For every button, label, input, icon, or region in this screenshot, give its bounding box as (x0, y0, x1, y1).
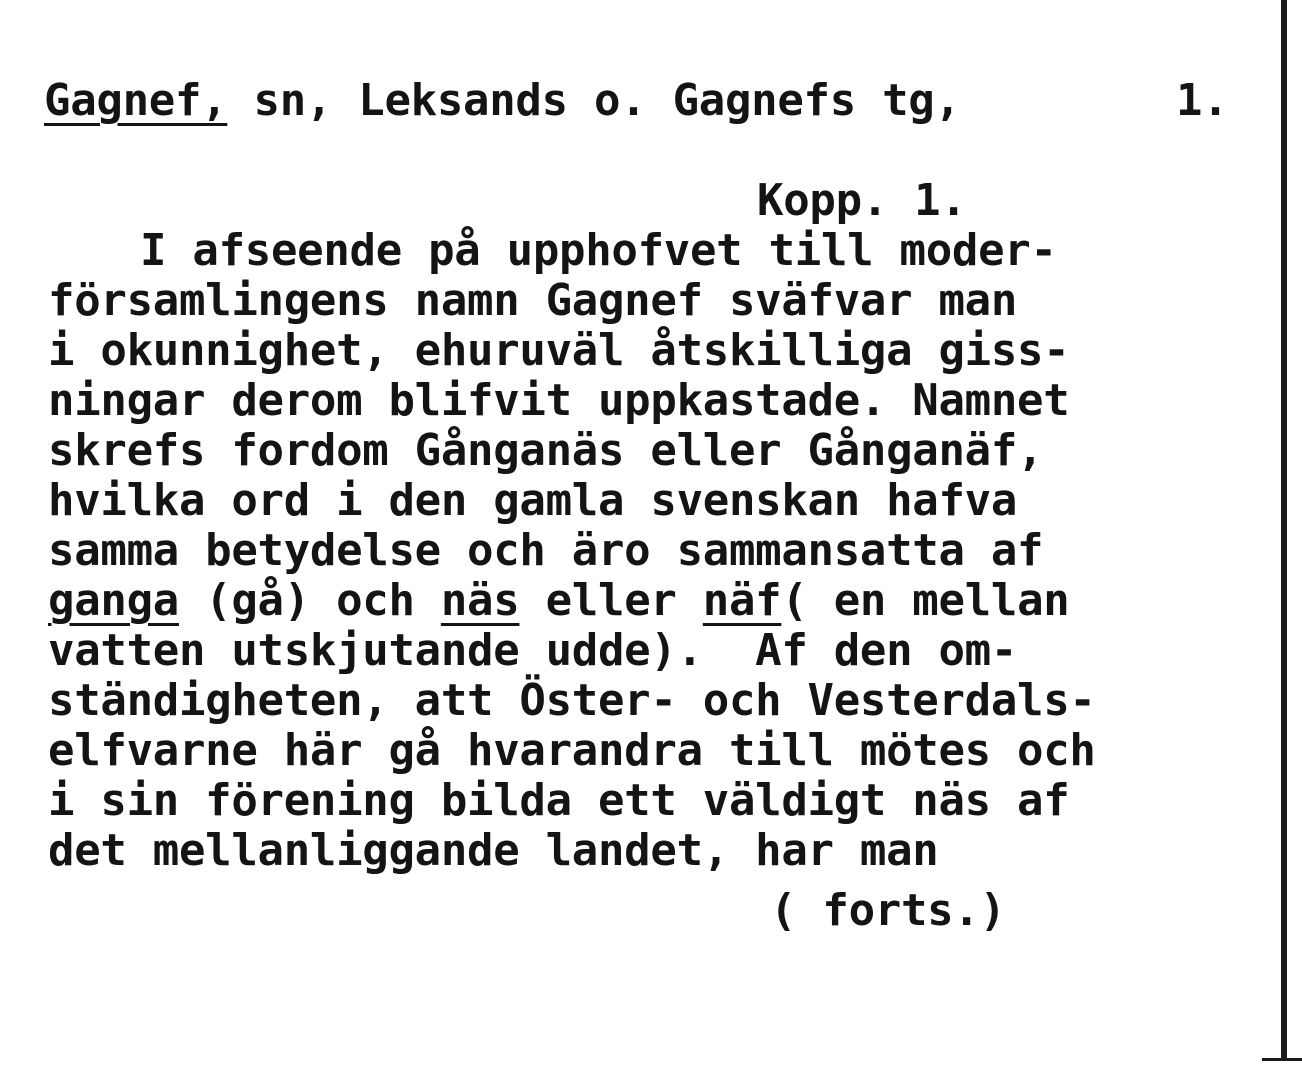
body-line-1: I afseende på upphofvet till moder- (140, 225, 1057, 276)
card-bottom-edge (1262, 1058, 1302, 1061)
continuation-note: ( forts.) (770, 885, 1006, 936)
body-line-7: samma betydelse och äro sammansatta af (48, 525, 1044, 576)
header-text: sn, Leksands o. Gagnefs tg, (227, 75, 961, 126)
section-heading: Kopp. 1. (757, 175, 967, 226)
body-text: eller (519, 575, 703, 626)
body-line-11: elfvarne här gå hvarandra till mötes och (48, 725, 1096, 776)
body-line-6: hvilka ord i den gamla svenskan hafva (48, 475, 1018, 526)
parish-name: Gagnef, (44, 75, 228, 126)
body-text: (gå) och (178, 575, 441, 626)
body-line-5: skrefs fordom Gånganäs eller Gånganäf, (48, 425, 1044, 476)
body-line-9: vatten utskjutande udde). Af den om- (48, 625, 1018, 676)
underlined-word-naf: näf (702, 575, 782, 626)
body-line-4: ningar derom blifvit uppkastade. Namnet (48, 375, 1070, 426)
card-right-edge (1281, 0, 1287, 1060)
body-line-8 (48, 576, 1069, 626)
body-line-13: det mellanliggande landet, har man (48, 825, 939, 876)
card-number: 1. (1176, 75, 1229, 126)
body-text: ( en mellan (781, 575, 1070, 626)
body-line-12: i sin förening bilda ett väldigt näs af (48, 775, 1070, 826)
underlined-word-ganga: ganga (48, 575, 179, 626)
body-line-2: församlingens namn Gagnef sväfvar man (48, 275, 1018, 326)
underlined-word-nas: näs (440, 575, 520, 626)
body-line-3: i okunnighet, ehuruväl åtskilliga giss- (48, 325, 1070, 376)
header-line (44, 76, 961, 126)
body-line-10: ständigheten, att Öster- och Vesterdals- (48, 675, 1096, 726)
